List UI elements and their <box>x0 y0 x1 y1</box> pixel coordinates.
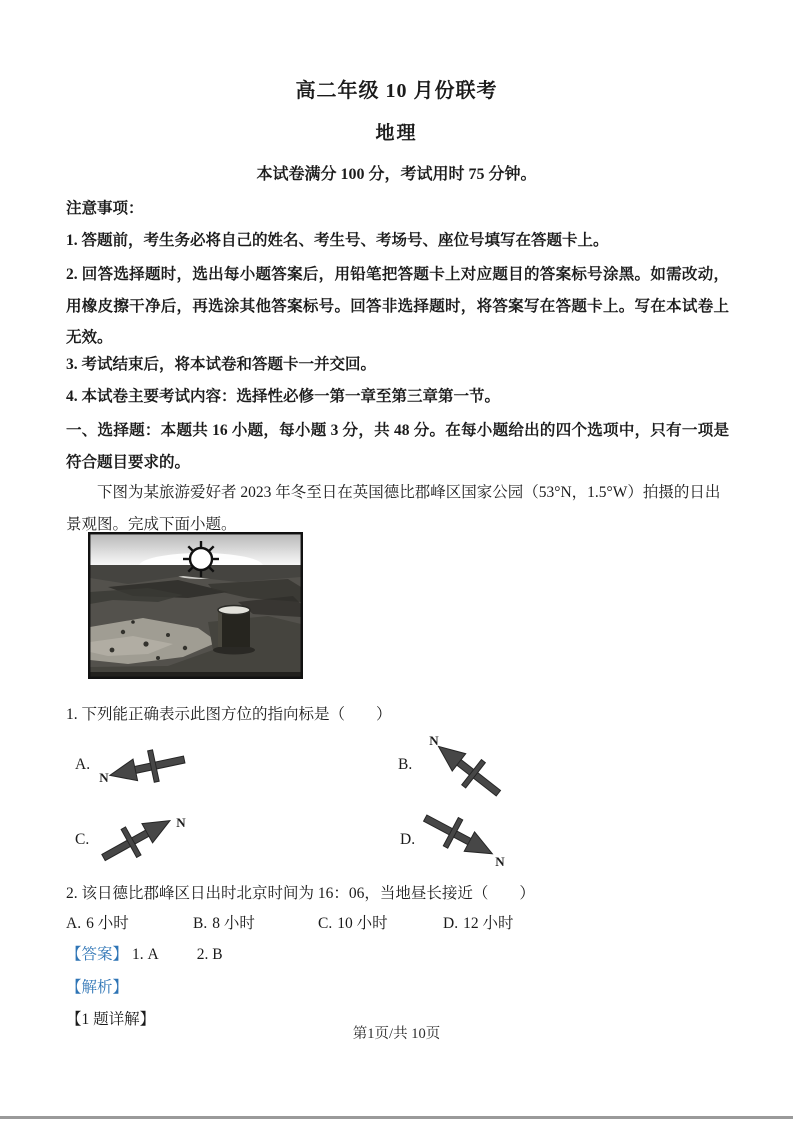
section-heading: 一、选择题：本题共 16 小题，每小题 3 分，共 48 分。在每小题给出的四个选项中，只有一项是符合题目要求的。 <box>66 422 729 471</box>
exam-info: 本试卷满分 100 分，考试用时 75 分钟。 <box>256 166 537 183</box>
north-label: N <box>495 854 505 869</box>
q2-option-d-text: 12 小时 <box>463 915 514 932</box>
photo-ground <box>90 565 301 677</box>
detail-1-label: 【1 题详解】 <box>66 1011 156 1028</box>
option-b-label: B. <box>398 756 413 773</box>
north-label: N <box>99 770 109 785</box>
compass-arrow-northeast-icon <box>99 808 214 880</box>
note-item-3: 3. 考试结束后，将本试卷和答题卡一并交回。 <box>66 356 377 373</box>
note-item-2: 2. 回答选择题时，选出每小题答案后，用铅笔把答题卡上对应题目的答案标号涂黑。如需改动，用橡皮擦干净后，再选涂其他答案标号。回答非选择题时，将答案写在答题卡上。写在本试卷上无效。 <box>66 266 729 346</box>
answer-1: 1. A <box>132 946 159 963</box>
q2-option-c <box>318 911 388 933</box>
analysis-label: 【解析】 <box>66 979 129 996</box>
answer-2: 2. B <box>196 946 223 963</box>
option-c-label: C. <box>75 831 90 848</box>
compass-arrow-west-icon <box>96 733 211 805</box>
q2-option-a <box>66 911 129 933</box>
q2-option-a-label: A. <box>66 915 82 932</box>
sun-icon <box>183 541 219 577</box>
answer-label: 【答案】 <box>66 946 129 963</box>
compass-arrow-northwest-icon <box>424 731 539 803</box>
page-title: 高二年级 10 月份联考 <box>295 80 498 102</box>
note-item-4: 4. 本试卷主要考试内容：选择性必修一第一章至第三章第一节。 <box>66 388 501 405</box>
q2-option-c-label: C. <box>318 915 333 932</box>
option-a-label: A. <box>75 756 91 773</box>
option-d-label: D. <box>400 831 416 848</box>
stone-pillar <box>213 606 255 655</box>
question-2-stem: 2. 该日德比郡峰区日出时北京时间为 16：06，当地昼长接近（ ） <box>66 885 535 902</box>
question-1-stem: 1. 下列能正确表示此图方位的指向标是（ ） <box>66 706 392 723</box>
subject-title: 地理 <box>375 123 418 144</box>
page-footer: 第1页/共 10页 <box>352 1026 441 1042</box>
north-label: N <box>429 733 439 748</box>
notes-heading: 注意事项： <box>66 200 144 217</box>
compass-arrow-southeast-icon <box>419 808 534 880</box>
q2-option-a-text: 6 小时 <box>86 915 129 932</box>
sunrise-photo-figure <box>88 532 303 679</box>
q2-option-b <box>193 911 255 933</box>
q2-option-c-text: 10 小时 <box>337 915 388 932</box>
q2-option-d <box>443 911 513 933</box>
north-label: N <box>176 815 186 830</box>
q2-option-b-text: 8 小时 <box>212 915 255 932</box>
note-item-1: 1. 答题前，考生务必将自己的姓名、考生号、考场号、座位号填写在答题卡上。 <box>66 232 609 249</box>
answer-line <box>66 942 223 964</box>
page-bottom-divider <box>0 1116 793 1119</box>
q2-option-b-label: B. <box>193 915 208 932</box>
passage-text: 下图为某旅游爱好者 2023 年冬至日在英国德比郡峰区国家公园（53°N，1.5°W）拍摄的日出景观图。完成下面小题。 <box>66 484 721 533</box>
q2-option-d-label: D. <box>443 915 459 932</box>
